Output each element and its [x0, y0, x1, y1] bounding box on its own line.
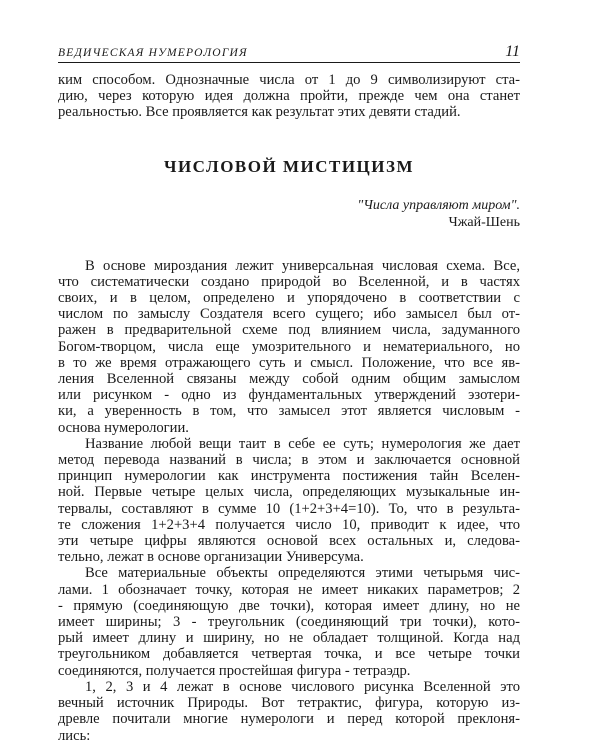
text-line: ки, а уверенность в том, что замысел этот является числовым - [58, 403, 520, 420]
text-line: имеет ширины; 3 - треугольник (соединяющий три точки), кото- [58, 614, 520, 631]
text-line: вечный источник Природы. Вот тетрактис, фигура, которую из- [58, 695, 520, 712]
text-line: ким способом. Однозначные числа от 1 до 9 символизируют ста- [58, 72, 520, 88]
text-line: или рисунком - одно из фундаментальных утверждений эзотери- [58, 387, 520, 404]
text-line: треугольником добавляется четвертая точка, и все четыре точки [58, 646, 520, 663]
text-line: рый имеет длину и ширину, но не обладает толщиной. Когда над [58, 630, 520, 647]
epigraph-quote: "Числа управляют миром". [357, 197, 520, 213]
epigraph-author: Чжай-Шень [448, 214, 520, 230]
text-line: тервалы, составляют в сумме 10 (1+2+3+4=10). То, что в результа- [58, 500, 520, 517]
text-line: 1, 2, 3 и 4 лежат в основе числового рисунка Вселенной это [85, 678, 520, 695]
text-line: реальностью. Все проявляется как результат этих девяти стадий. [58, 104, 461, 121]
text-line: те сложения 1+2+3+4 получается число 10, приводит к идее, что [58, 516, 520, 533]
text-line: числом по замыслу Создателя всего сущего; ибо замысел был от- [58, 306, 520, 323]
text-line: эти четыре цифры являются основой всех остальных и, следова- [58, 533, 520, 550]
text-line: Богом-творцом, числа еще умозрительного и нематериального, но [58, 338, 520, 355]
text-line: основа нумерологии. [58, 419, 189, 436]
text-line: Все материальные объекты определяются этими четырьмя чис- [85, 565, 520, 582]
text-line: дию, через которую идея должна пройти, прежде чем она станет [58, 88, 520, 105]
intro-paragraph [58, 72, 520, 121]
text-line: в то же время отражающего суть и смысл. Положение, что все яв- [58, 354, 520, 371]
text-line: метод перевода названий в числа; в этом и заключается основной [58, 452, 520, 469]
text-line: ления Вселенной связаны между собой одним общим замыслом [58, 371, 520, 388]
paragraph [58, 436, 520, 566]
section-title: ЧИСЛОВОЙ МИСТИЦИЗМ [163, 156, 415, 176]
body-text [58, 258, 520, 744]
page-number: 11 [505, 43, 520, 60]
text-line: принцип нумерологии как инструмента постижения тайн Вселен- [58, 468, 520, 485]
text-line: тельно, лежат в основе организации Универсума. [58, 549, 364, 566]
epigraph [58, 197, 520, 231]
text-line: соединяются, получается простейшая фигура - тетраэдр. [58, 662, 411, 679]
text-line: - прямую (соединяющую две точки), которая имеет длину, но не [58, 597, 520, 614]
text-line: что систематически создано природой во Вселенной, и в частях [58, 273, 520, 290]
book-page [58, 40, 520, 744]
running-title: ВЕДИЧЕСКАЯ НУМЕРОЛОГИЯ [58, 47, 248, 59]
text-line: лами. 1 обозначает точку, которая не имеет никаких параметров; 2 [58, 581, 520, 598]
text-line: В основе мироздания лежит универсальная числовая схема. Все, [85, 257, 520, 274]
paragraph [58, 258, 520, 436]
running-header [58, 40, 520, 63]
text-line: древле почитали многие нумерологи и перед которой преклоня- [58, 711, 520, 728]
text-line: ражен в предварительной схеме под влиянием числа, задуманного [58, 322, 520, 339]
paragraph [58, 565, 520, 678]
text-line: Название любой вещи таит в себе ее суть; нумерология же дает [85, 435, 520, 452]
paragraph [58, 679, 520, 744]
text-line: ной. Первые четыре целых числа, определяющих музыкальные ин- [58, 484, 520, 501]
text-line: своих, и в целом, определено и упорядочено в соответствии с [58, 290, 520, 307]
text-line: лись: [58, 727, 91, 744]
